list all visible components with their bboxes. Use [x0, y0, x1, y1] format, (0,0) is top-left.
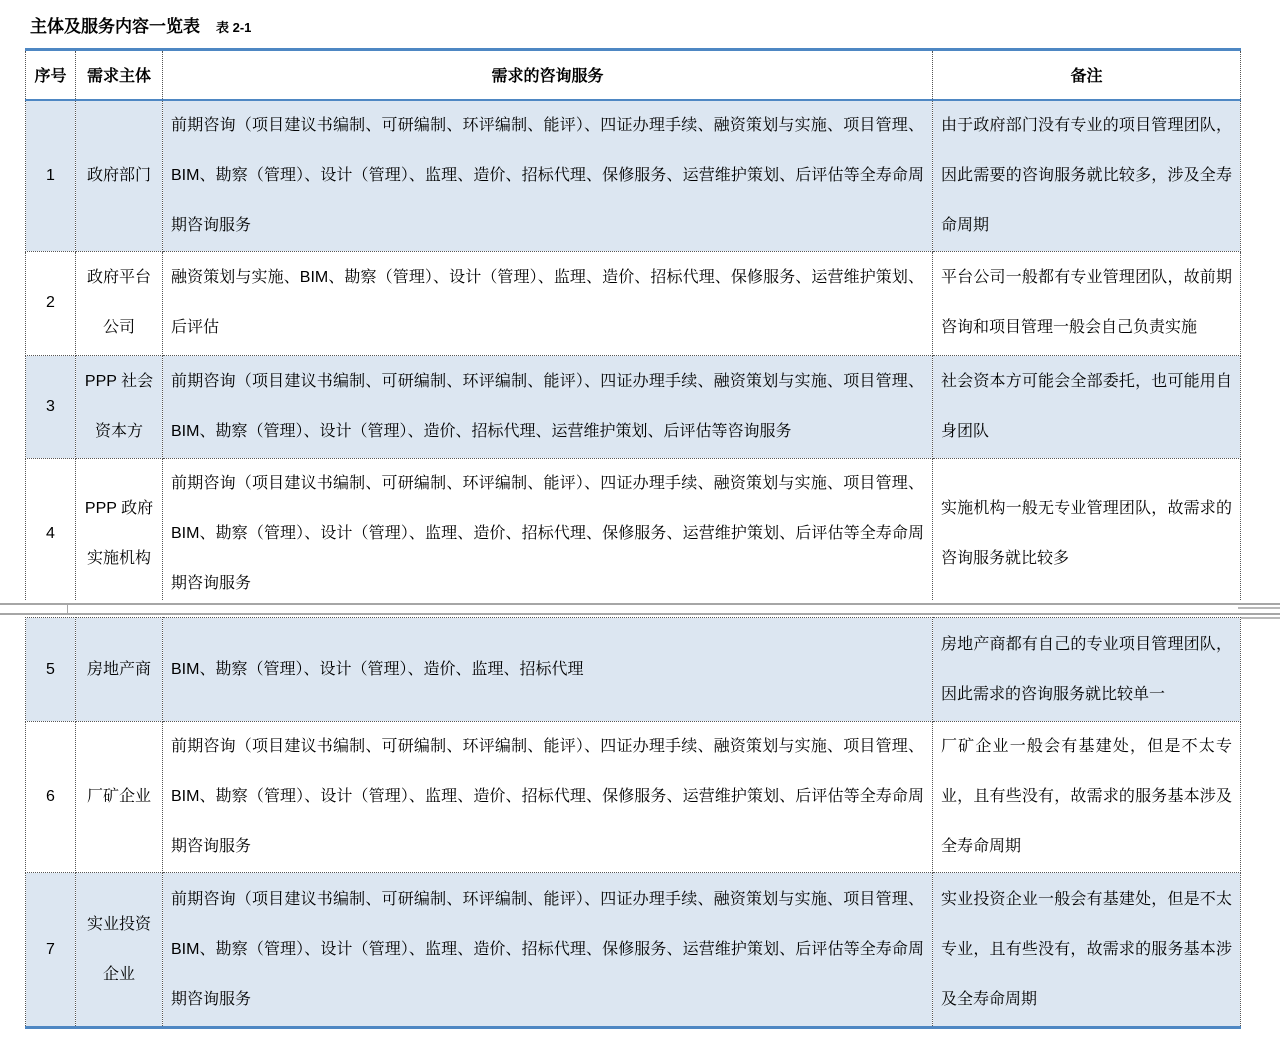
- service-cell: 前期咨询（项目建议书编制、可研编制、环评编制、能评）、四证办理手续、融资策划与实施、项目管理、BIM、勘察（管理）、设计（管理）、监理、造价、招标代理、保修服务、运营维护策划、后评估等全寿命周期咨询服务: [163, 873, 933, 1028]
- subject-cell: 政府部门: [76, 100, 163, 252]
- table-row: [26, 873, 1241, 1028]
- service-cell: BIM、勘察（管理）、设计（管理）、造价、监理、招标代理: [163, 618, 933, 722]
- row-number-cell: 2: [26, 251, 76, 355]
- page-break-line-bottom: [0, 613, 1280, 615]
- page-break-line-top: [0, 603, 1280, 605]
- header-no: 序号: [26, 50, 76, 100]
- table-number-label: 表 2-1: [216, 20, 252, 35]
- remark-cell: 实施机构一般无专业管理团队，故需求的咨询服务就比较多: [933, 458, 1241, 609]
- page-break-edge-mark: [1238, 617, 1280, 619]
- row-number-cell: 1: [26, 100, 76, 252]
- services-table-part2: [25, 617, 1241, 1029]
- header-row: [26, 50, 1241, 100]
- header-service: 需求的咨询服务: [163, 50, 933, 100]
- remark-cell: 由于政府部门没有专业的项目管理团队，因此需要的咨询服务就比较多，涉及全寿命周期: [933, 100, 1241, 252]
- table-header: [26, 50, 1241, 100]
- table-row: [26, 722, 1241, 873]
- services-table-part1: [25, 48, 1241, 610]
- remark-cell: 实业投资企业一般会有基建处，但是不太专业，且有些没有，故需求的服务基本涉及全寿命周期: [933, 873, 1241, 1028]
- service-cell: 前期咨询（项目建议书编制、可研编制、环评编制、能评）、四证办理手续、融资策划与实施、项目管理、BIM、勘察（管理）、设计（管理）、监理、造价、招标代理、保修服务、运营维护策划、后评估等全寿命周期咨询服务: [163, 100, 933, 252]
- remark-cell: 社会资本方可能会全部委托，也可能用自身团队: [933, 355, 1241, 458]
- table-row: [26, 100, 1241, 252]
- subject-cell: 厂矿企业: [76, 722, 163, 873]
- row-number-cell: 3: [26, 355, 76, 458]
- subject-cell: 房地产商: [76, 618, 163, 722]
- page-title: [30, 12, 251, 37]
- table-row: [26, 458, 1241, 609]
- remark-cell: 房地产商都有自己的专业项目管理团队，因此需求的咨询服务就比较单一: [933, 618, 1241, 722]
- service-cell: 前期咨询（项目建议书编制、可研编制、环评编制、能评）、四证办理手续、融资策划与实施、项目管理、BIM、勘察（管理）、设计（管理）、监理、造价、招标代理、保修服务、运营维护策划、后评估等全寿命周期咨询服务: [163, 722, 933, 873]
- row-number-cell: 6: [26, 722, 76, 873]
- service-cell: 融资策划与实施、BIM、勘察（管理）、设计（管理）、监理、造价、招标代理、保修服务、运营维护策划、后评估: [163, 251, 933, 355]
- row-number-cell: 7: [26, 873, 76, 1028]
- row-number-cell: 4: [26, 458, 76, 609]
- table-row: [26, 618, 1241, 722]
- service-cell: 前期咨询（项目建议书编制、可研编制、环评编制、能评）、四证办理手续、融资策划与实施、项目管理、BIM、勘察（管理）、设计（管理）、监理、造价、招标代理、保修服务、运营维护策划、后评估等全寿命周期咨询服务: [163, 458, 933, 609]
- table-title-text: 主体及服务内容一览表: [30, 17, 200, 36]
- table-row: [26, 251, 1241, 355]
- subject-cell: 政府平台公司: [76, 251, 163, 355]
- remark-cell: 厂矿企业一般会有基建处，但是不太专业，且有些没有，故需求的服务基本涉及全寿命周期: [933, 722, 1241, 873]
- subject-cell: PPP 社会资本方: [76, 355, 163, 458]
- subject-cell: PPP 政府实施机构: [76, 458, 163, 609]
- table-row: [26, 355, 1241, 458]
- subject-cell: 实业投资企业: [76, 873, 163, 1028]
- page-break-indicator: [0, 601, 1280, 617]
- header-remark: 备注: [933, 50, 1241, 100]
- page-break-edge-mark: [1238, 607, 1280, 609]
- row-number-cell: 5: [26, 618, 76, 722]
- remark-cell: 平台公司一般都有专业管理团队，故前期咨询和项目管理一般会自己负责实施: [933, 251, 1241, 355]
- service-cell: 前期咨询（项目建议书编制、可研编制、环评编制、能评）、四证办理手续、融资策划与实施、项目管理、BIM、勘察（管理）、设计（管理）、造价、招标代理、运营维护策划、后评估等咨询服务: [163, 355, 933, 458]
- page-break-connector: [67, 604, 68, 614]
- header-subject: 需求主体: [76, 50, 163, 100]
